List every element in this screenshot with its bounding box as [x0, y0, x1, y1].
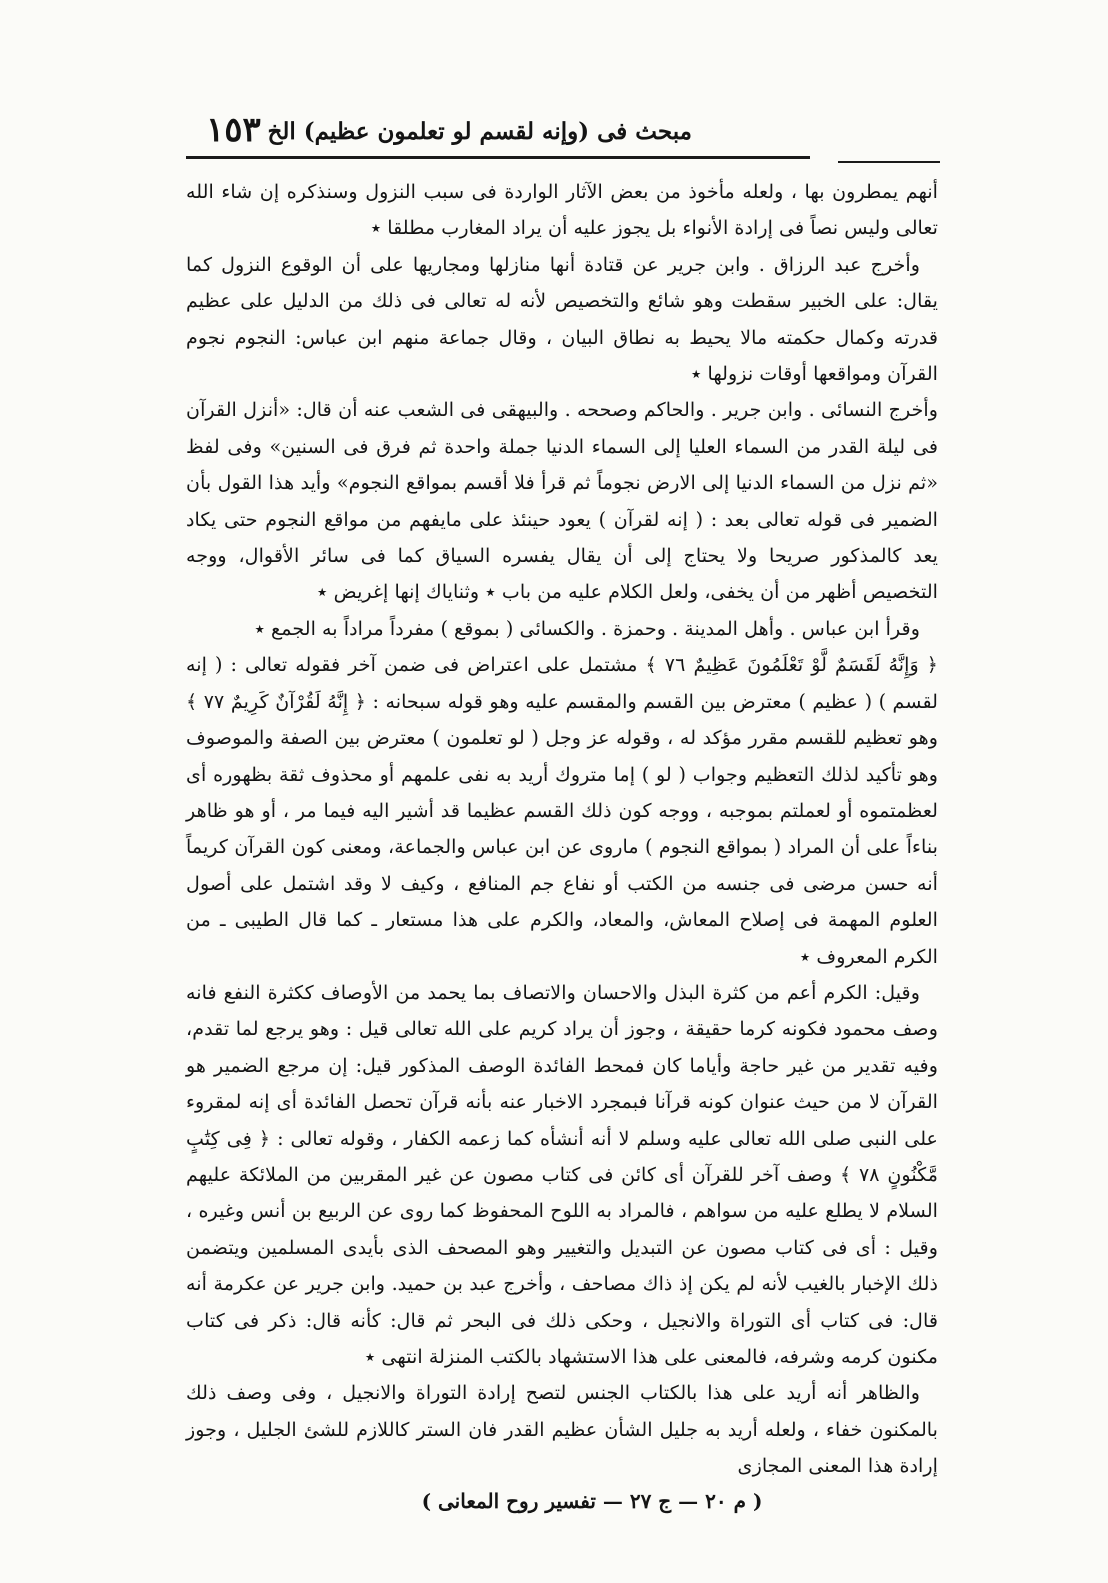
header-rule-short	[838, 161, 940, 163]
paragraph: وقيل: الكرم أعم من كثرة البذل والاحسان والاتصاف بما يحمد من الأوصاف ككثرة النفع فانه وصف محمود فكونه كرما حقيقة ، وجوز أن يراد كريم على الله تعالى قيل : وهو يرجع لما تقدم، وفيه تقدير من غير حاجة وأياما كان فمحط الفائدة الوصف المذكور قيل: إن مرجع الضمير هو القرآن لا من حيث عنوان كونه قرآنا فبمجرد الاخبار عنه بأنه قرآن تحصل الفائدة أى إنه لمقروء على النبى صلى الله تعالى عليه وسلم لا أنه أنشأه كما زعمه الكفار ، وقوله تعالى : ﴿ فِى كِتَٰبٍ مَّكْنُونٍ ٧٨ ﴾ وصف آخر للقرآن أى كائن فى كتاب مصون عن غير المقربين من الملائكة عليهم السلام لا يطلع عليه من سواهم ، فالمراد به اللوح المحفوظ كما روى عن الربيع بن أنس وغيره ، وقيل : أى فى كتاب مصون عن التبديل والتغيير وهو المصحف الذى بأيدى المسلمين ويتضمن ذلك الإخبار بالغيب لأنه لم يكن إذ ذاك مصاحف ، وأخرج عبد بن حميد. وابن جرير عن عكرمة أنه قال: فى كتاب أى التوراة والانجيل ، وحكى ذلك فى البحر ثم قال: كأنه قال: ذكر فى كتاب مكنون كرمه وشرفه، فالمعنى على هذا الاستشهاد بالكتب المنزلة انتهى ٭	[186, 980, 938, 1368]
running-title: مبحث فى (وإنه لقسم لو تعلمون عظيم) الخ	[267, 118, 692, 145]
paragraph: أنهم يمطرون بها ، ولعله مأخوذ من بعض الآثار الواردة فى سبب النزول وسنذكره إن شاء الله تعالى وليس نصاً فى إرادة الأنواء بل يجوز عليه أن يراد المغارب مطلقا ٭	[186, 180, 938, 240]
page-number: ١٥٣	[206, 110, 261, 150]
page-footer: ( م ٢٠ — ج ٢٧ — تفسير روح المعانى )	[421, 1488, 763, 1513]
paragraph: والظاهر أنه أريد على هذا بالكتاب الجنس لتصح إرادة التوراة والانجيل ، وفى وصف ذلك بالمكنون خفاء ، ولعله أريد به جليل الشأن عظيم القدر فان الستر كاللازم للشئ الجليل ، وجوز إرادة هذا المعنى المجازى	[186, 1381, 938, 1478]
page-header	[186, 112, 938, 158]
header-rule	[186, 156, 810, 159]
page-body	[186, 174, 938, 1485]
paragraph: ﴿ وَإِنَّهُ لَقَسَمٌ لَّوْ تَعْلَمُونَ عَظِيمٌ ٧٦ ﴾ مشتمل على اعتراض فى ضمن آخر فقوله تعالى : ( إنه لقسم ) ( عظيم ) معترض بين القسم والمقسم عليه وهو قوله سبحانه : ﴿ إِنَّهُ لَقُرْآنٌ كَرِيمٌ ٧٧ ﴾ وهو تعظيم للقسم مقرر مؤكد له ، وقوله عز وجل ( لو تعلمون ) معترض بين الصفة والموصوف وهو تأكيد لذلك التعظيم وجواب ( لو ) إما متروك أريد به نفى علمهم أو محذوف ثقة بظهوره أى لعظمتموه أو لعملتم بموجبه ، ووجه كون ذلك القسم عظيما قد أشير اليه فيما مر ، أو هو ظاهر بناءاً على أن المراد ( بمواقع النجوم ) ماروى عن ابن عباس والجماعة، ومعنى كون القرآن كريماً أنه حسن مرضى فى جنسه من الكتب أو نفاع جم المنافع ، وكيف لا وقد اشتمل على أصول العلوم المهمة فى إصلاح المعاش، والمعاد، والكرم على هذا مستعار ـ كما قال الطيبى ـ من الكرم المعروف ٭	[186, 653, 938, 968]
paragraph: وأخرج النسائى . وابن جرير . والحاكم وصححه . والبيهقى فى الشعب عنه أن قال: «أنزل القرآن فى ليلة القدر من السماء العليا إلى السماء الدنيا جملة واحدة ثم فرق فى السنين» وفى لفظ «ثم نزل من السماء الدنيا إلى الارض نجوماً ثم قرأ فلا أقسم بمواقع النجوم» وأيد هذا القول بأن الضمير فى قوله تعالى بعد : ( إنه لقرآن ) يعود حينئذ على مايفهم من مواقع النجوم حتى يكاد يعد كالمذكور صريحا ولا يحتاج إلى أن يقال يفسره السياق كما فى سائر الأقوال، ووجه التخصيص أظهر من أن يخفى، ولعل الكلام عليه من باب ٭ وثناياك إنها إغريض ٭	[186, 398, 938, 604]
paragraph: وأخرج عبد الرزاق . وابن جرير عن قتادة أنها منازلها ومجاريها على أن الوقوع النزول كما يقال: على الخبير سقطت وهو شائع والتخصيص لأنه له تعالى فى ذلك من الدليل على عظيم قدرته وكمال حكمته مالا يحيط به نطاق البيان ، وقال جماعة منهم ابن عباس: النجوم نجوم القرآن ومواقعها أوقات نزولها ٭	[186, 252, 938, 386]
paragraph: وقرأ ابن عباس . وأهل المدينة . وحمزة . والكسائى ( بموقع ) مفرداً مراداً به الجمع ٭	[254, 616, 920, 640]
